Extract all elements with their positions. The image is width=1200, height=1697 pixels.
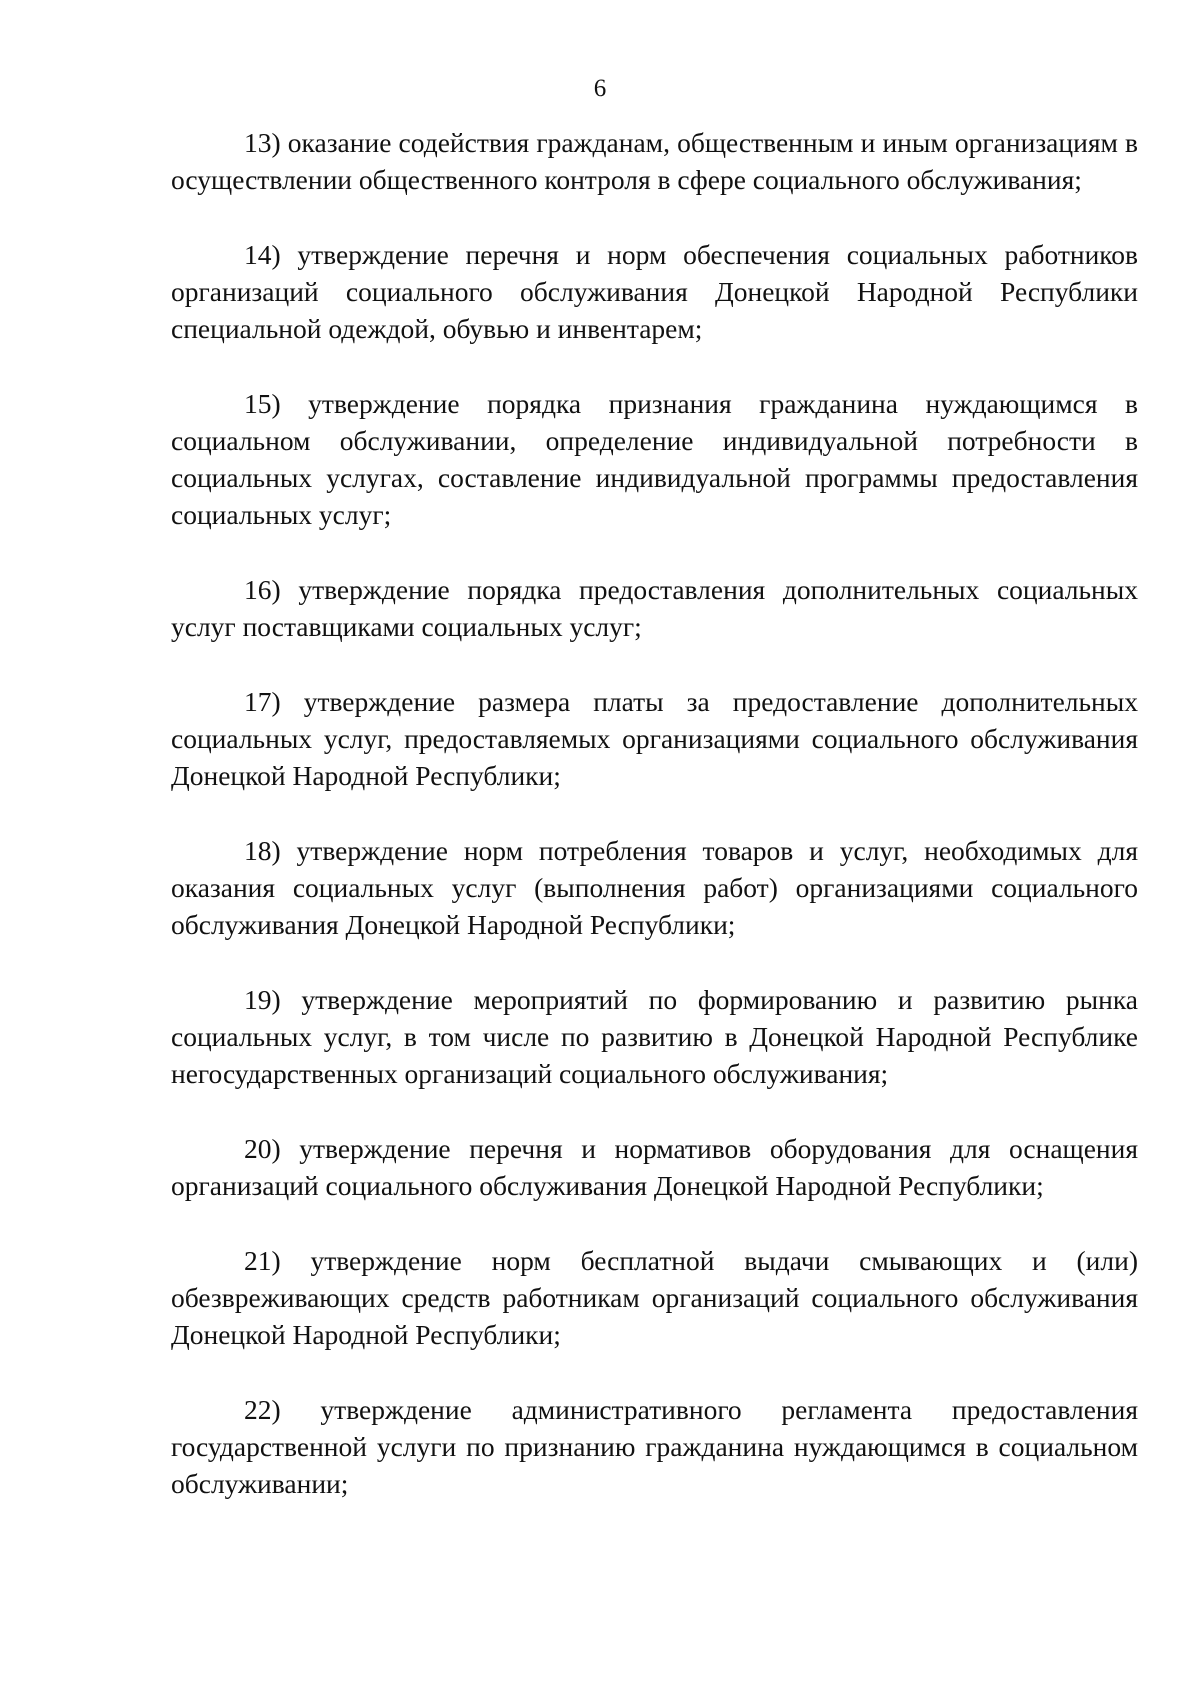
list-item-18: 18) утверждение норм потребления товаров и услуг, необходимых для оказания социальных услуг (выполнения работ) организациями социального обслуживания Донецкой Народной Республики; [171, 835, 1138, 940]
list-item-13: 13) оказание содействия гражданам, общественным и иным организациям в осуществлении общественного контроля в сфере социального обслуживания; [171, 127, 1138, 195]
list-item-16: 16) утверждение порядка предоставления дополнительных социальных услуг поставщиками социальных услуг; [171, 574, 1138, 642]
page-number: 6 [593, 75, 607, 102]
list-item-17: 17) утверждение размера платы за предоставление дополнительных социальных услуг, предоставляемых организациями социального обслуживания Донецкой Народной Республики; [171, 686, 1138, 791]
list-item-19: 19) утверждение мероприятий по формированию и развитию рынка социальных услуг, в том числе по развитию в Донецкой Народной Республике негосударственных организаций социального обслуживания; [171, 984, 1138, 1089]
list-item-14: 14) утверждение перечня и норм обеспечения социальных работников организаций социального обслуживания Донецкой Народной Республики специальной одеждой, обувью и инвентарем; [171, 239, 1138, 344]
numbered-list [171, 124, 1138, 1540]
list-item-22: 22) утверждение административного регламента предоставления государственной услуги по признанию гражданина нуждающимся в социальном обслуживании; [171, 1394, 1138, 1499]
list-item-15: 15) утверждение порядка признания гражданина нуждающимся в социальном обслуживании, определение индивидуальной потребности в социальных услугах, составление индивидуальной программы предоставления социальных услуг; [171, 388, 1138, 530]
list-item-20: 20) утверждение перечня и нормативов оборудования для оснащения организаций социального обслуживания Донецкой Народной Республики; [171, 1133, 1138, 1201]
list-item-21: 21) утверждение норм бесплатной выдачи смывающих и (или) обезвреживающих средств работникам организаций социального обслуживания Донецкой Народной Республики; [171, 1245, 1138, 1350]
